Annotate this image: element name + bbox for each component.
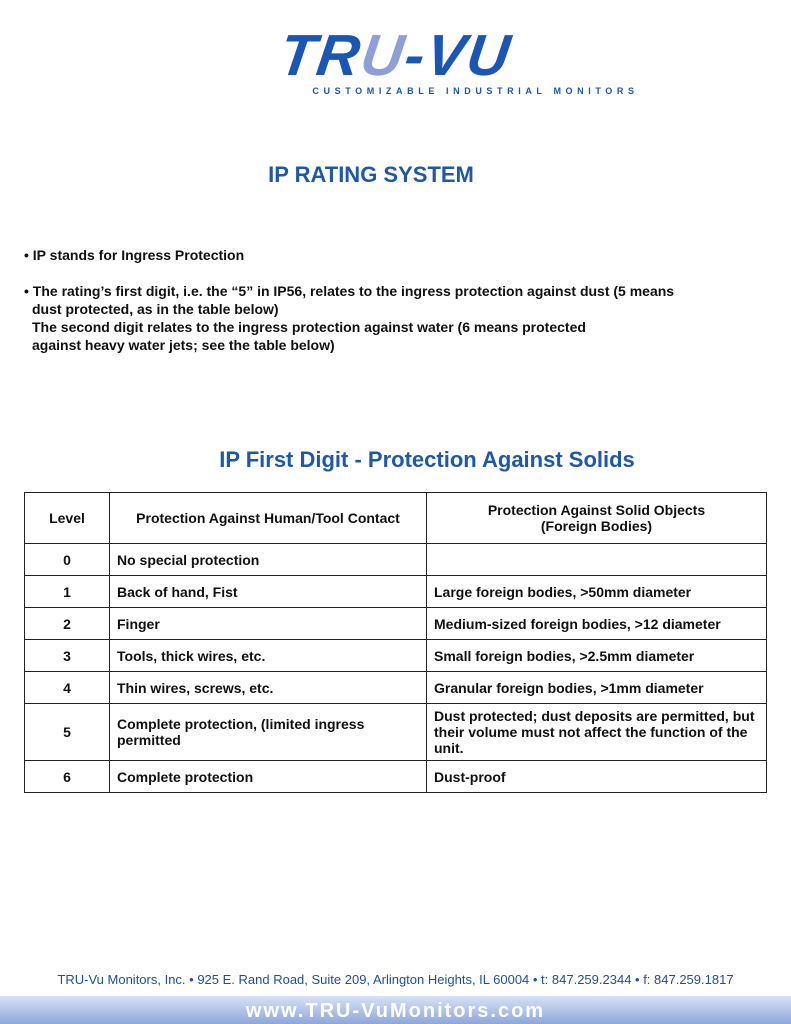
logo-tagline: CUSTOMIZABLE INDUSTRIAL MONITORS (312, 86, 639, 96)
cell-level: 0 (25, 544, 110, 576)
table-row (25, 544, 767, 576)
cell-human: Thin wires, screws, etc. (110, 672, 427, 704)
ip-table (24, 492, 767, 793)
cell-human: Complete protection (110, 761, 427, 793)
cell-human: Tools, thick wires, etc. (110, 640, 427, 672)
cell-level: 1 (25, 576, 110, 608)
section-title: IP First Digit - Protection Against Solids (219, 447, 635, 472)
cell-solid: Granular foreign bodies, >1mm diameter (427, 672, 767, 704)
page-title: IP RATING SYSTEM (268, 162, 474, 187)
intro-bullet-2-line-4: against heavy water jets; see the table below) (32, 337, 335, 353)
cell-level: 5 (25, 704, 110, 761)
intro-text (24, 246, 764, 354)
header-solid-objects-line-2: (Foreign Bodies) (540, 518, 653, 534)
cell-solid: Small foreign bodies, >2.5mm diameter (427, 640, 767, 672)
intro-bullet-2-line-3: The second digit relates to the ingress protection against water (6 means protected (32, 319, 586, 335)
table-row (25, 672, 767, 704)
logo-text-1: TR (275, 23, 366, 88)
footer-address: TRU-Vu Monitors, Inc. • 925 E. Rand Road, Suite 209, Arlington Heights, IL 60004 • t: 847.259.2344 • f: 847.259.1817 (57, 972, 734, 987)
cell-level: 4 (25, 672, 110, 704)
cell-solid: Large foreign bodies, >50mm diameter (427, 576, 767, 608)
cell-human: Complete protection, (limited ingress permitted (110, 704, 427, 761)
cell-level: 6 (25, 761, 110, 793)
cell-solid: Dust-proof (427, 761, 767, 793)
table-row (25, 608, 767, 640)
cell-human: Back of hand, Fist (110, 576, 427, 608)
header-level: Level (25, 493, 110, 544)
cell-level: 2 (25, 608, 110, 640)
cell-solid: Dust protected; dust deposits are permitted, but their volume must not affect the function of the unit. (427, 704, 767, 761)
intro-bullet-2-line-2: dust protected, as in the table below) (32, 301, 279, 317)
header-solid-objects-line-1: Protection Against Solid Objects (487, 502, 706, 518)
header-solid-objects (427, 493, 767, 544)
header-human-contact: Protection Against Human/Tool Contact (110, 493, 427, 544)
table-row (25, 704, 767, 761)
footer-url: www.TRU-VuMonitors.com (245, 1000, 546, 1022)
logo (0, 23, 791, 88)
intro-bullet-2-line-1: • The rating’s first digit, i.e. the “5” in IP56, relates to the ingress protection against dust (5 means (24, 283, 675, 299)
intro-bullet-1: • IP stands for Ingress Protection (24, 247, 245, 263)
logo-text-2: U (356, 23, 410, 88)
cell-human: No special protection (110, 544, 427, 576)
cell-solid: Medium-sized foreign bodies, >12 diameter (427, 608, 767, 640)
cell-human: Finger (110, 608, 427, 640)
cell-solid (427, 544, 767, 576)
cell-level: 3 (25, 640, 110, 672)
logo-text-3: -VU (400, 23, 516, 88)
table-row (25, 640, 767, 672)
table-header-row (25, 493, 767, 544)
table-row (25, 761, 767, 793)
table-row (25, 576, 767, 608)
